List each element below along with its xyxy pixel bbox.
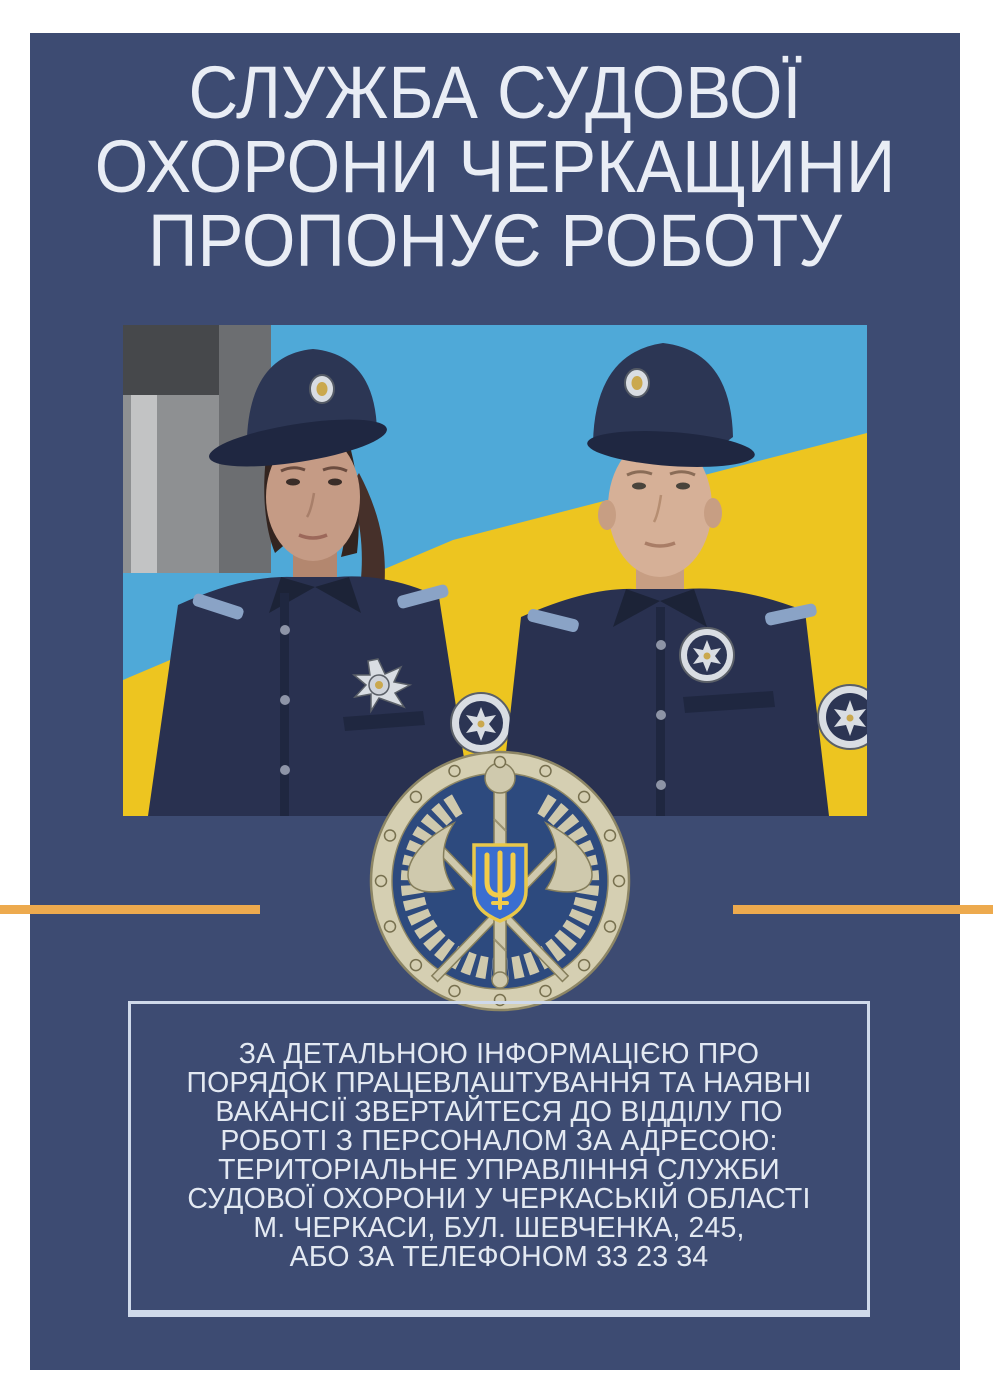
officers-photo [123, 325, 867, 816]
info-line-1: ЗА ДЕТАЛЬНОЮ ІНФОРМАЦІЄЮ ПРО [238, 1038, 760, 1070]
info-line-6: СУДОВОЇ ОХОРОНИ У ЧЕРКАСЬКІЙ ОБЛАСТІ [187, 1183, 811, 1215]
woman-eye-left [286, 479, 300, 486]
info-line-4: РОБОТІ З ПЕРСОНАЛОМ ЗА АДРЕСОЮ: [220, 1125, 778, 1157]
title-line-1: СЛУЖБА СУДОВОЇ [188, 51, 802, 134]
contact-info-box [128, 1001, 870, 1317]
gold-accent-bar-left [0, 905, 260, 914]
man-eye-left [632, 483, 646, 490]
poster-title [30, 51, 960, 282]
man-ear-right [704, 498, 722, 528]
info-line-5: ТЕРИТОРІАЛЬНЕ УПРАВЛІННЯ СЛУЖБИ [218, 1154, 780, 1186]
info-line-8: АБО ЗА ТЕЛЕФОНОМ 33 23 34 [289, 1241, 709, 1273]
emblem-shield [474, 845, 526, 921]
title-line-2: ОХОРОНИ ЧЕРКАЩИНИ [94, 125, 896, 208]
info-line-7: М. ЧЕРКАСИ, БУЛ. ШЕВЧЕНКА, 245, [253, 1212, 745, 1244]
info-line-3: ВАКАНСІЇ ЗВЕРТАЙТЕСЯ ДО ВІДДІЛУ ПО [215, 1096, 783, 1128]
woman-sleeve-patch-icon [451, 693, 511, 753]
man-eye-right [676, 483, 690, 490]
gold-accent-bar-right [733, 905, 993, 914]
man-ear-left [598, 500, 616, 530]
man-chest-patch-icon [680, 628, 734, 682]
service-emblem [369, 750, 631, 1012]
info-line-2: ПОРЯДОК ПРАЦЕВЛАШТУВАННЯ ТА НАЯВНІ [186, 1067, 812, 1099]
woman-eye-right [328, 479, 342, 486]
title-line-3: ПРОПОНУЄ РОБОТУ [148, 199, 842, 282]
